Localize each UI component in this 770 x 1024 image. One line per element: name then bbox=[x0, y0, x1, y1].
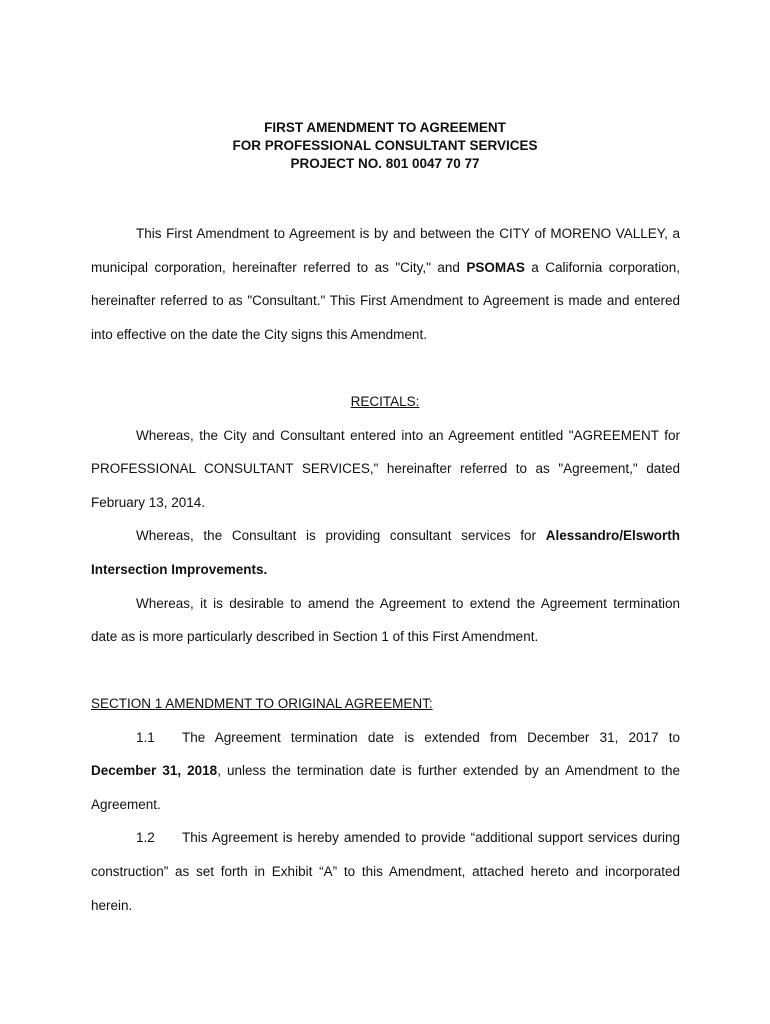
item-1-1-line-2 bbox=[91, 763, 680, 779]
item-1-1-line-1 bbox=[136, 730, 680, 746]
recital-1-line-3: February 13, 2014. bbox=[91, 495, 206, 510]
intro-line-3: hereinafter referred to as "Consultant." This First Amendment to Agreement is made and entered bbox=[91, 293, 680, 308]
consultant-name: PSOMAS bbox=[466, 260, 525, 275]
recital-2-line-1 bbox=[136, 528, 680, 544]
recital-3-line-2: date as is more particularly described in Section 1 of this First Amendment. bbox=[91, 629, 539, 644]
section-1-heading: SECTION 1 AMENDMENT TO ORIGINAL AGREEMENT: bbox=[91, 696, 433, 711]
item-1-2-line-3: herein. bbox=[91, 898, 133, 913]
project-name: Alessandro/Elsworth bbox=[545, 528, 680, 543]
recitals-heading: RECITALS: bbox=[350, 394, 420, 409]
title-line-3: PROJECT NO. 801 0047 70 77 bbox=[290, 156, 480, 171]
item-1-2-number: 1.2 bbox=[136, 830, 155, 845]
recital-1-line-2: PROFESSIONAL CONSULTANT SERVICES," hereinafter referred to as "Agreement," dated bbox=[91, 461, 680, 476]
item-1-2-text: This Agreement is hereby amended to provide “additional support services during bbox=[182, 830, 680, 845]
intro-line-4: into effective on the date the City signs this Amendment. bbox=[91, 327, 427, 342]
intro-line-1: This First Amendment to Agreement is by and between the CITY of MORENO VALLEY, a bbox=[136, 226, 680, 241]
recital-3-line-1: Whereas, it is desirable to amend the Agreement to extend the Agreement termination bbox=[136, 596, 680, 611]
item-1-1-number: 1.1 bbox=[136, 730, 155, 745]
item-1-2-line-1 bbox=[136, 830, 680, 846]
title-line-1: FIRST AMENDMENT TO AGREEMENT bbox=[264, 120, 506, 135]
recital-2-line-1-a: Whereas, the Consultant is providing consultant services for bbox=[136, 528, 546, 543]
item-1-1-line-2-b: , unless the termination date is further extended by an Amendment to the bbox=[217, 763, 680, 778]
intro-line-2 bbox=[91, 260, 680, 276]
item-1-1-line-3: Agreement. bbox=[91, 797, 161, 812]
item-1-2-line-2: construction” as set forth in Exhibit “A” to this Amendment, attached hereto and incorporated bbox=[91, 864, 680, 879]
recital-2-line-2: Intersection Improvements. bbox=[91, 562, 268, 577]
new-termination-date: December 31, 2018 bbox=[91, 763, 218, 778]
title-line-2: FOR PROFESSIONAL CONSULTANT SERVICES bbox=[232, 138, 538, 153]
recital-1-line-1: Whereas, the City and Consultant entered into an Agreement entitled "AGREEMENT for bbox=[136, 428, 680, 443]
item-1-1-text: The Agreement termination date is extended from December 31, 2017 to bbox=[182, 730, 680, 745]
intro-line-2-a: municipal corporation, hereinafter referred to as "City," and bbox=[91, 260, 467, 275]
intro-line-2-c: a California corporation, bbox=[524, 260, 680, 275]
